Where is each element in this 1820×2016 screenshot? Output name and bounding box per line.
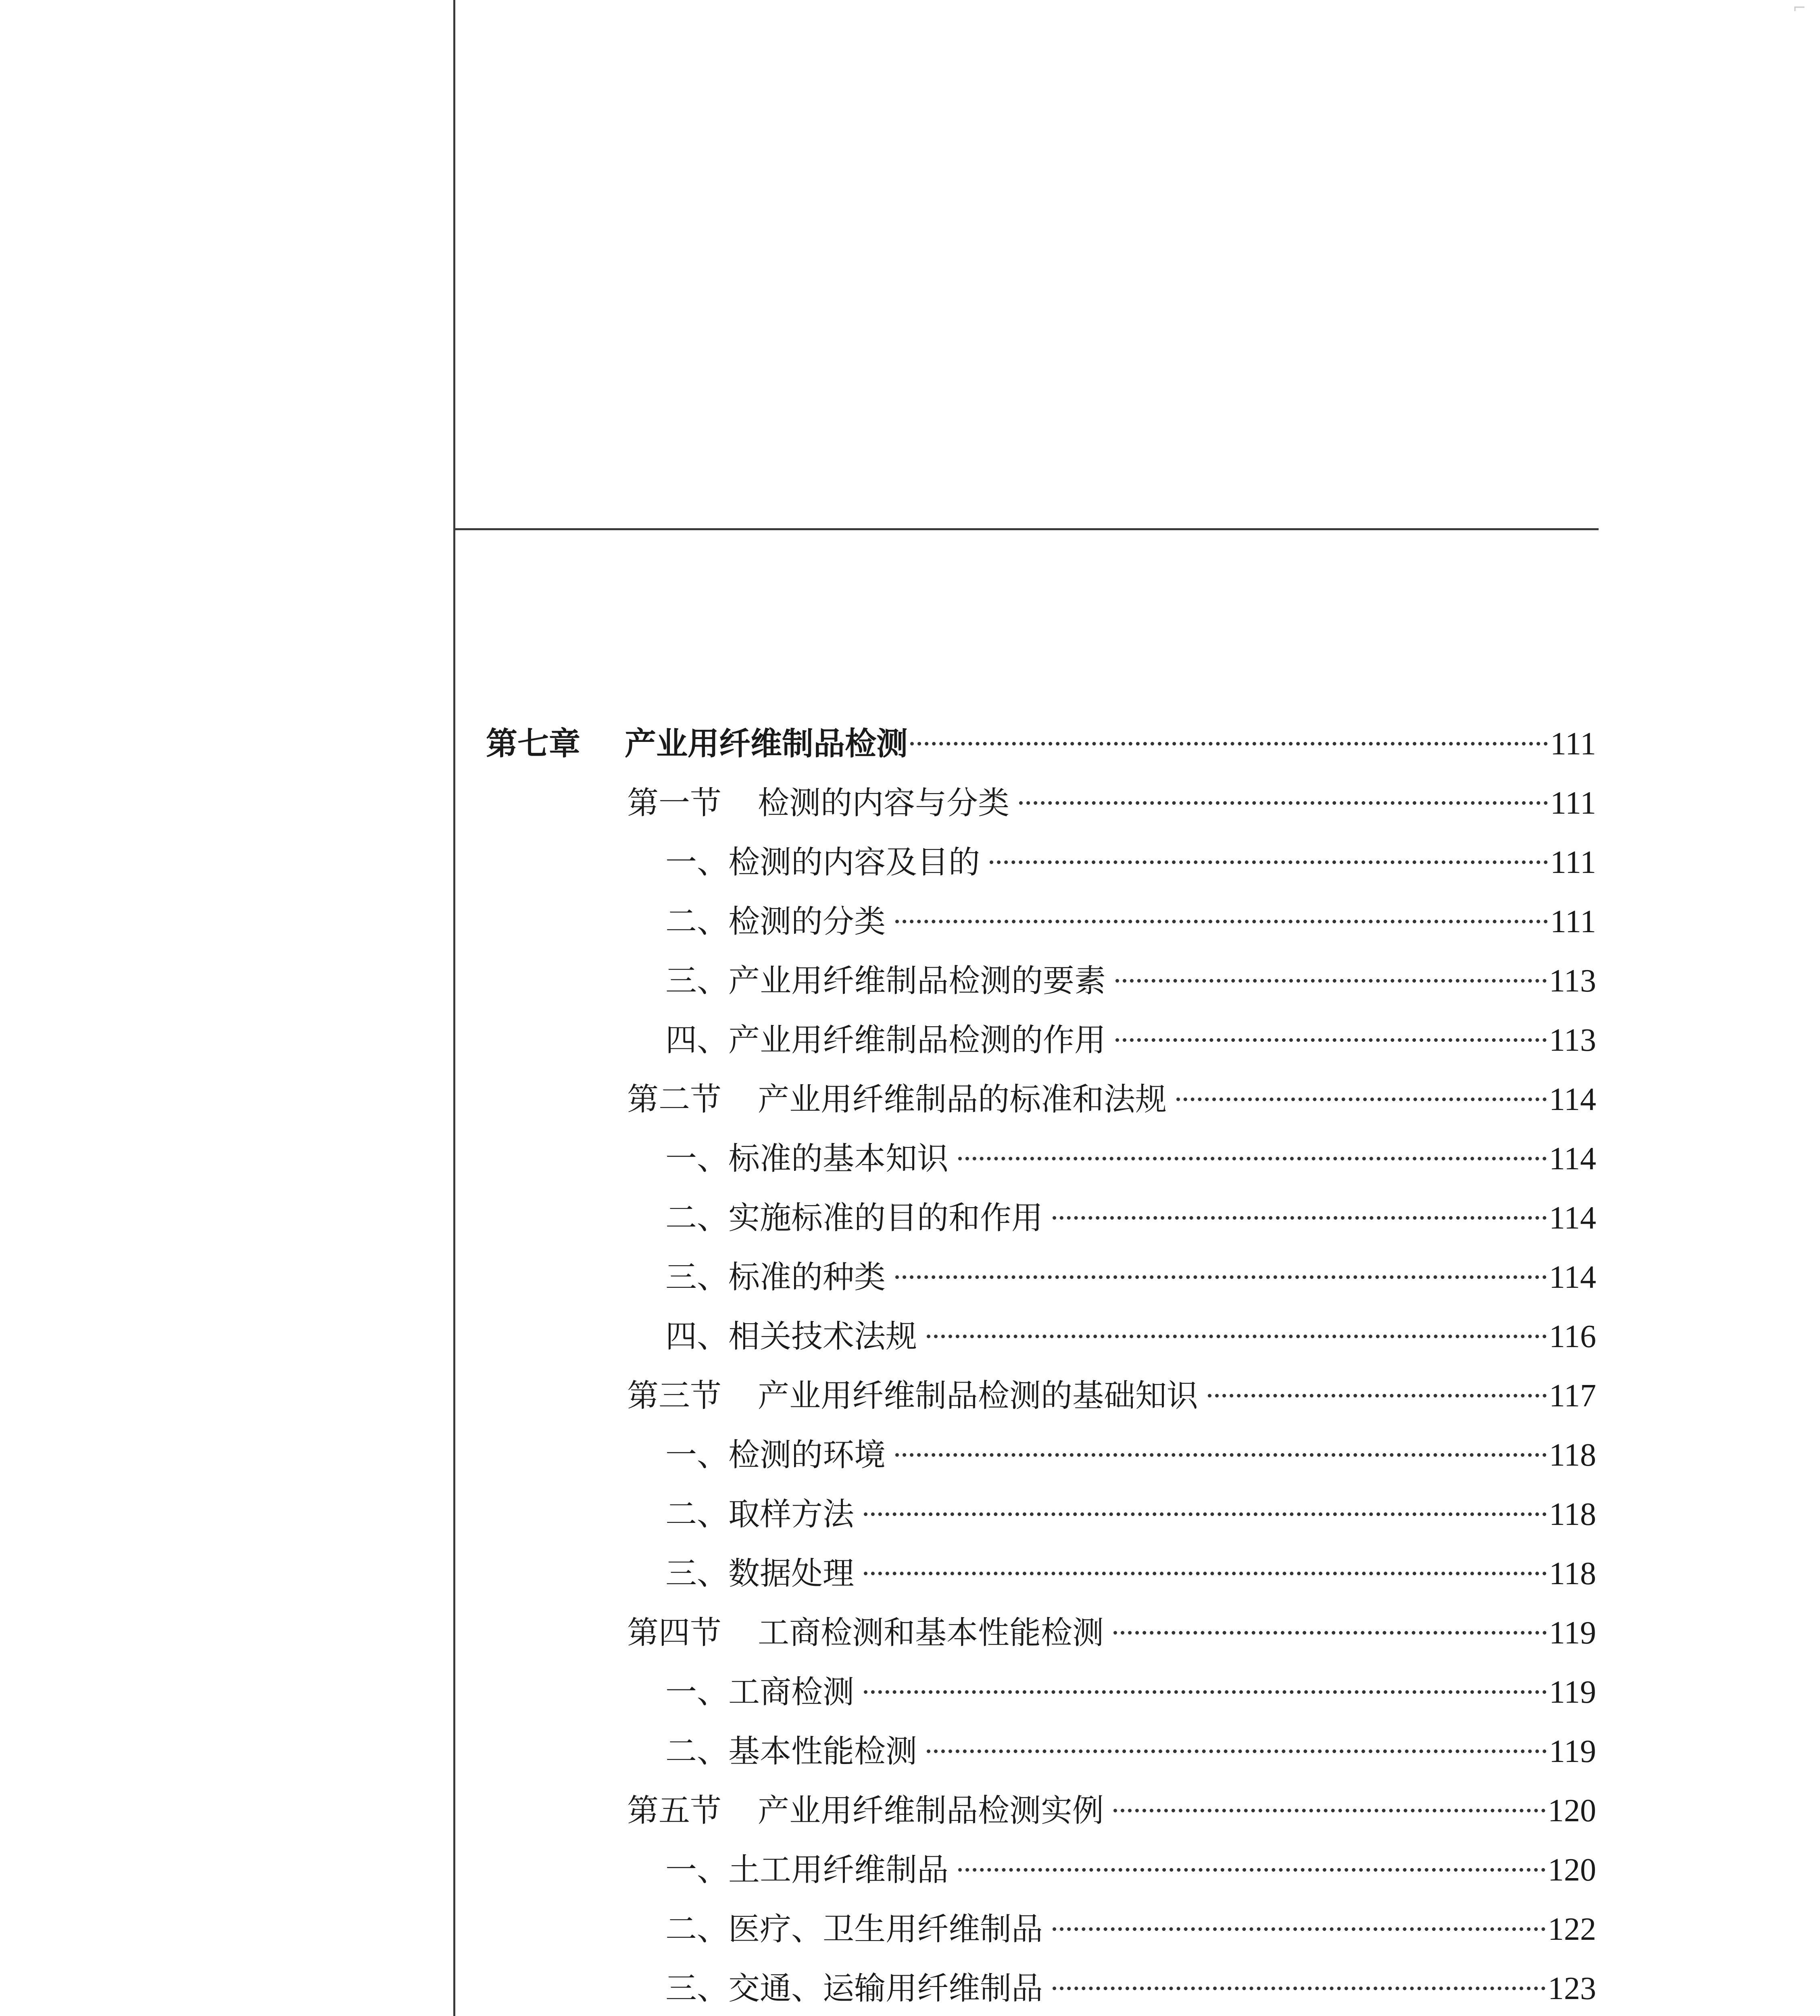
toc-page-number: 113 [1549, 963, 1596, 999]
toc-entry-prefix: 三、 [665, 1970, 729, 2007]
toc-entry-item[interactable] [665, 1668, 1596, 1716]
toc-entry-item[interactable] [665, 1016, 1596, 1064]
toc-entry-item[interactable] [665, 1846, 1596, 1894]
toc-dot-leader [927, 1749, 1547, 1753]
toc-entry-label [665, 1194, 1043, 1242]
toc-dot-leader [1053, 1216, 1547, 1220]
toc-entry-label [627, 1609, 1104, 1657]
toc-page-number: 120 [1548, 1793, 1596, 1829]
toc-entry-prefix: 第一节 [627, 785, 722, 821]
toc-page-number: 118 [1549, 1556, 1596, 1591]
toc-page-number: 122 [1548, 1912, 1596, 1947]
toc-entry-prefix: 第五节 [627, 1793, 722, 1829]
toc-entry-label [627, 1075, 1167, 1124]
toc-dot-leader [1053, 1987, 1545, 1990]
toc-entry-title: 产业用纤维制品的标准和法规 [758, 1081, 1167, 1118]
toc-entry-label [665, 1549, 854, 1598]
toc-entry-title: 工商检测和基本性能检测 [758, 1615, 1104, 1651]
toc-entry-prefix: 第二节 [627, 1081, 722, 1118]
toc-entry-title: 取样方法 [728, 1496, 855, 1533]
toc-entry-label [665, 957, 1106, 1005]
toc-page-number: 111 [1550, 904, 1596, 939]
toc-entry-title: 产业用纤维制品检测的基础知识 [758, 1378, 1199, 1414]
toc-entry-title: 工商检测 [728, 1674, 855, 1710]
toc-dot-leader [1053, 1927, 1545, 1931]
toc-page-number: 114 [1549, 1082, 1596, 1117]
toc-dot-leader [927, 1335, 1547, 1338]
toc-entry-chapter[interactable] [486, 720, 1596, 768]
toc-page-number: 120 [1548, 1852, 1596, 1888]
toc-entry-prefix: 一、 [665, 1852, 729, 1888]
toc-page-number: 114 [1549, 1141, 1596, 1177]
toc-entry-prefix: 一、 [665, 844, 729, 881]
toc-entry-label [665, 1905, 1043, 1954]
toc-entry-title: 检测的环境 [728, 1437, 886, 1473]
toc-entry-prefix: 四、 [665, 1318, 729, 1355]
toc-entry-label [665, 1964, 1043, 2013]
toc-page-number: 117 [1549, 1378, 1596, 1414]
toc-dot-leader [1113, 1809, 1545, 1812]
toc-entry-item[interactable] [665, 1431, 1596, 1479]
toc-entry-item[interactable] [665, 1194, 1596, 1242]
corner-mark-icon: ⌐ [1793, 0, 1806, 17]
toc-page-number: 118 [1549, 1437, 1596, 1473]
toc-entry-item[interactable] [665, 1964, 1596, 2013]
toc-page-number: 114 [1549, 1260, 1596, 1295]
toc-dot-leader [1113, 1631, 1547, 1635]
toc-entry-prefix: 二、 [665, 904, 729, 940]
toc-page-number: 123 [1548, 1971, 1596, 2006]
toc-entry-label [665, 1312, 917, 1361]
toc-entry-title: 基本性能检测 [728, 1733, 917, 1770]
toc-entry-item[interactable] [665, 1727, 1596, 1776]
toc-entry-label [665, 1727, 917, 1776]
toc-entry-title: 产业用纤维制品检测 [625, 726, 908, 762]
toc-entry-prefix: 第七章 [486, 726, 581, 762]
toc-dot-leader [910, 742, 1548, 746]
toc-entry-section[interactable] [627, 1787, 1596, 1835]
toc-entry-title: 产业用纤维制品检测的要素 [728, 963, 1106, 999]
toc-entry-label [665, 1846, 949, 1894]
toc-entry-section[interactable] [627, 1609, 1596, 1657]
toc-entry-section[interactable] [627, 1372, 1596, 1420]
toc-entry-label [665, 1253, 886, 1302]
toc-page-number: 113 [1549, 1023, 1596, 1058]
toc-entry-prefix: 一、 [665, 1437, 729, 1473]
toc-page-number: 119 [1549, 1734, 1596, 1769]
toc-dot-leader [1208, 1394, 1547, 1397]
toc-dot-leader [1176, 1098, 1547, 1101]
toc-page-number: 114 [1549, 1200, 1596, 1236]
toc-entry-prefix: 二、 [665, 1200, 729, 1236]
toc-entry-label [665, 1490, 854, 1539]
toc-entry-item[interactable] [665, 838, 1596, 887]
toc-dot-leader [864, 1512, 1547, 1516]
toc-dot-leader [958, 1157, 1547, 1160]
toc-entry-title: 标准的基本知识 [728, 1141, 949, 1177]
toc-page-number: 111 [1550, 785, 1596, 821]
toc-entry-section[interactable] [627, 779, 1596, 827]
toc-entry-prefix: 三、 [665, 1259, 729, 1295]
toc-page-number: 111 [1550, 845, 1596, 880]
toc-entry-section[interactable] [627, 1075, 1596, 1124]
toc-entry-title: 相关技术法规 [728, 1318, 917, 1355]
toc-dot-leader [895, 920, 1548, 923]
toc-entry-label [665, 1135, 949, 1183]
toc-entry-label [665, 898, 886, 946]
toc-entry-prefix: 一、 [665, 1674, 729, 1710]
toc-entry-title: 检测的内容与分类 [758, 785, 1010, 821]
toc-entry-item[interactable] [665, 898, 1596, 946]
toc-dot-leader [990, 860, 1548, 864]
toc-entry-item[interactable] [665, 1312, 1596, 1361]
toc-entry-title: 实施标准的目的和作用 [728, 1200, 1043, 1236]
toc-entry-prefix: 第四节 [627, 1615, 722, 1651]
toc-entry-prefix: 三、 [665, 1556, 729, 1592]
toc-entry-item[interactable] [665, 1549, 1596, 1598]
toc-entry-label [627, 1787, 1104, 1835]
toc-entry-title: 产业用纤维制品检测实例 [758, 1793, 1104, 1829]
toc-page-number: 119 [1549, 1615, 1596, 1651]
toc-entry-label [665, 1016, 1106, 1064]
toc-entry-prefix: 二、 [665, 1911, 729, 1947]
toc-entry-title: 标准的种类 [728, 1259, 886, 1295]
toc-dot-leader [958, 1868, 1545, 1872]
toc-entry-prefix: 四、 [665, 1022, 729, 1058]
toc-dot-leader [895, 1453, 1547, 1457]
toc-entry-title: 医疗、卫生用纤维制品 [728, 1911, 1043, 1947]
toc-page-number: 119 [1549, 1674, 1596, 1710]
toc-entry-prefix: 二、 [665, 1733, 729, 1770]
toc-entry-title: 数据处理 [728, 1556, 855, 1592]
toc-entry-title: 土工用纤维制品 [728, 1852, 949, 1888]
toc-entry-item[interactable] [665, 1135, 1596, 1183]
toc-entry-prefix: 第三节 [627, 1378, 722, 1414]
toc-dot-leader [864, 1572, 1547, 1575]
toc-page-number: 111 [1550, 726, 1596, 762]
toc-entry-item[interactable] [665, 1905, 1596, 1954]
toc-dot-leader [895, 1275, 1547, 1279]
toc-entry-item[interactable] [665, 1490, 1596, 1539]
toc-dot-leader [1115, 1038, 1547, 1042]
toc-entry-title: 检测的分类 [728, 904, 886, 940]
toc-entry-title: 产业用纤维制品检测的作用 [728, 1022, 1106, 1058]
toc-entry-prefix: 二、 [665, 1496, 729, 1533]
toc-entry-label [627, 779, 1009, 827]
toc-page-number: 116 [1549, 1319, 1596, 1354]
toc-dot-leader [1115, 979, 1547, 983]
toc-entry-title: 交通、运输用纤维制品 [728, 1970, 1043, 2007]
toc-dot-leader [864, 1690, 1547, 1694]
toc-entry-item[interactable] [665, 1253, 1596, 1302]
toc-entry-prefix: 一、 [665, 1141, 729, 1177]
toc-dot-leader [1019, 801, 1548, 805]
toc-entry-prefix: 三、 [665, 963, 729, 999]
toc-entry-label [665, 1431, 886, 1479]
toc-entry-title: 检测的内容及目的 [728, 844, 980, 881]
toc-entry-label [486, 720, 908, 768]
toc-entry-item[interactable] [665, 957, 1596, 1005]
toc-entry-label [627, 1372, 1198, 1420]
toc-entry-label [665, 1668, 854, 1716]
toc-entry-label [665, 838, 980, 887]
toc-page-number: 118 [1549, 1497, 1596, 1532]
